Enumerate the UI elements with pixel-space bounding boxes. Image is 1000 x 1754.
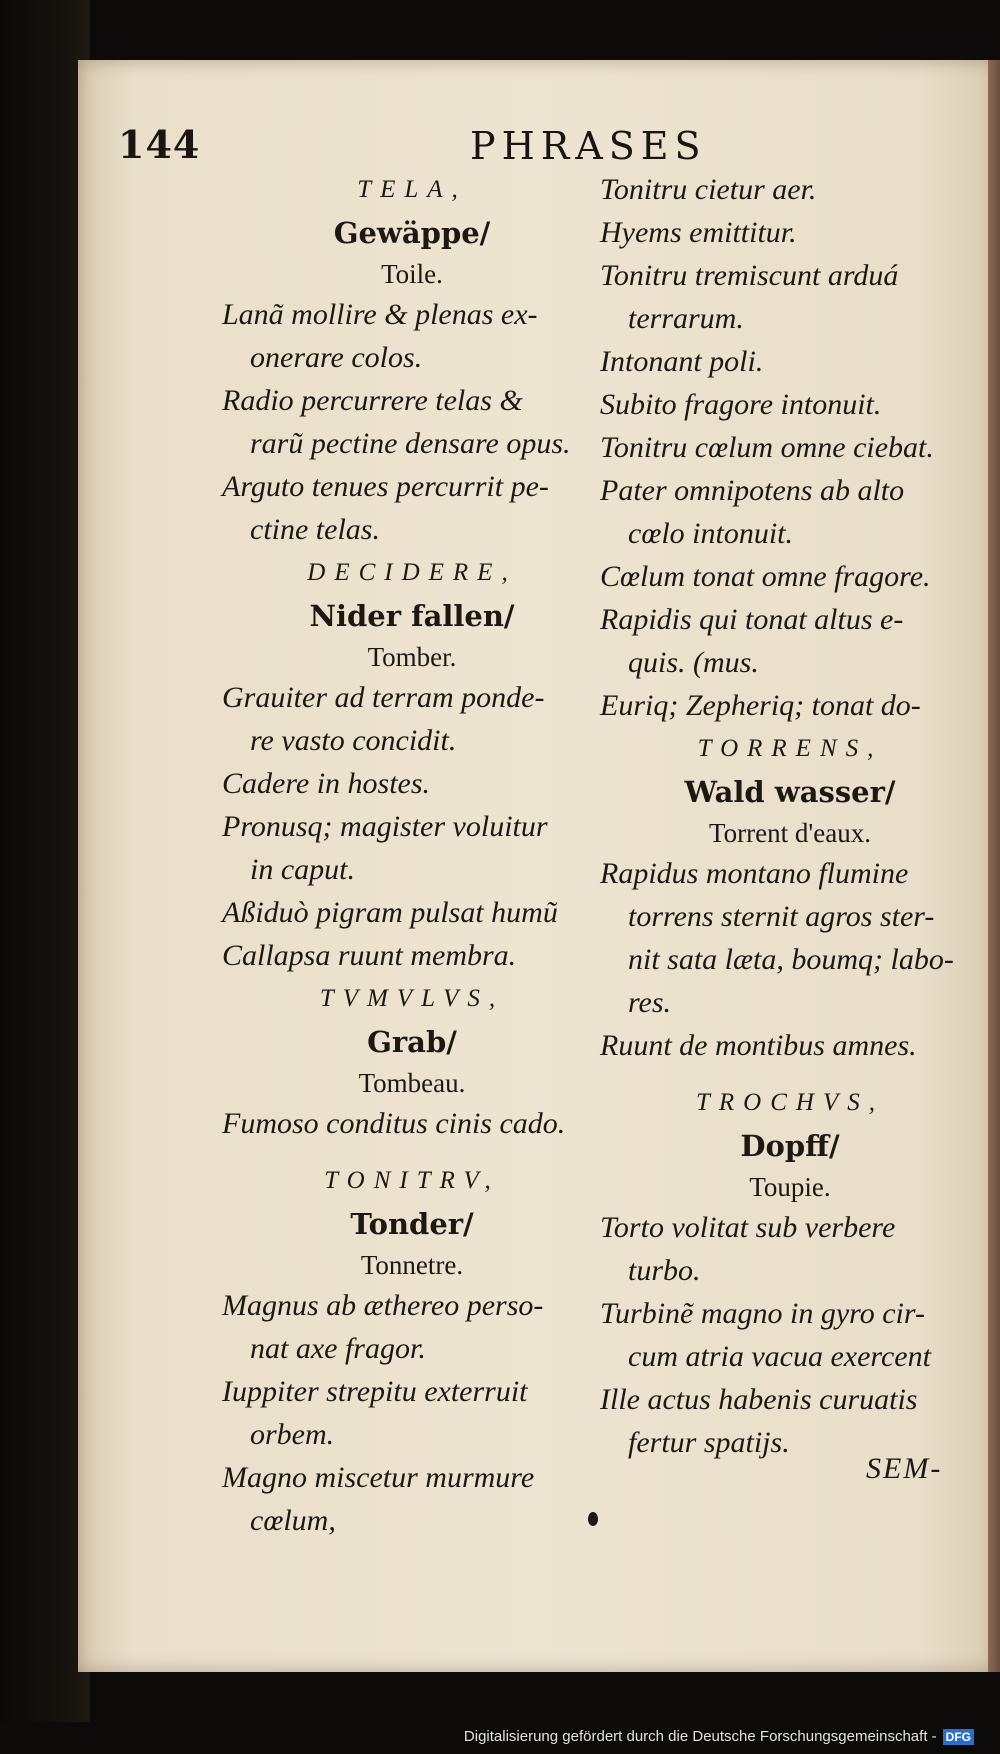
german-gloss: Nider fallen/ xyxy=(309,599,515,633)
phrase-line: Turbinẽ magno in gyro cir- xyxy=(600,1297,925,1330)
page-number: 144 xyxy=(118,122,201,167)
phrase-line: Iuppiter strepitu exterruit xyxy=(222,1375,528,1408)
phrase-line: terrarum. xyxy=(628,302,744,335)
phrase-line: Cadere in hostes. xyxy=(222,767,431,800)
phrase-line: turbo. xyxy=(628,1254,701,1287)
phrase-line: cum atria vacua exercent xyxy=(628,1340,931,1373)
phrase-line: nit sata læta, boumq; labo- xyxy=(628,943,954,976)
phrase-line: Subito fragore intonuit. xyxy=(600,388,882,421)
phrase-line: torrens sternit agros ster- xyxy=(628,900,935,933)
phrase-line: re vasto concidit. xyxy=(250,724,457,757)
phrase-line: Tonitru cœlum omne ciebat. xyxy=(600,431,934,464)
phrase-line: Hyems emittitur. xyxy=(600,216,797,249)
phrase-line: Tonitru tremiscunt arduá xyxy=(600,259,899,292)
french-gloss: Toupie. xyxy=(749,1172,831,1202)
phrase-line: cœlum, xyxy=(250,1504,336,1537)
phrase-line: Lanã mollire & plenas ex- xyxy=(222,298,538,331)
german-gloss: Dopff/ xyxy=(740,1129,840,1163)
phrase-line: Pronusq; magister voluitur xyxy=(222,810,548,843)
french-gloss: Toile. xyxy=(381,259,443,289)
latin-heading: DECIDERE, xyxy=(307,559,517,586)
phrase-line: fertur spatijs. xyxy=(628,1426,790,1459)
phrase-line: ctine telas. xyxy=(250,513,380,546)
ink-dot xyxy=(588,1512,598,1526)
french-gloss: Torrent d'eaux. xyxy=(709,818,871,848)
phrase-line: Fumoso conditus cinis cado. xyxy=(222,1107,566,1140)
phrase-line: in caput. xyxy=(250,853,355,886)
latin-heading: TORRENS, xyxy=(697,735,883,762)
page-edge xyxy=(988,60,1000,1672)
spacer xyxy=(600,1067,980,1081)
phrase-line: Tonitru cietur aer. xyxy=(600,173,817,206)
book-gutter-shadow xyxy=(0,0,90,1754)
spacer xyxy=(222,1145,602,1159)
phrase-line: Callapsa ruunt membra. xyxy=(222,939,517,972)
latin-heading: TONITRV, xyxy=(324,1167,500,1194)
right-column xyxy=(600,168,980,1464)
german-gloss: Tonder/ xyxy=(350,1207,474,1241)
phrase-line: Intonant poli. xyxy=(600,345,764,378)
phrase-line: cœlo intonuit. xyxy=(628,517,793,550)
latin-heading: TVMVLVS, xyxy=(319,985,505,1012)
phrase-line: Radio percurrere telas & xyxy=(222,384,523,417)
french-gloss: Tombeau. xyxy=(358,1068,466,1098)
phrase-line: Ille actus habenis curuatis xyxy=(600,1383,918,1416)
phrase-line: rarũ pectine densare opus. xyxy=(250,427,571,460)
phrase-line: Pater omnipotens ab alto xyxy=(600,474,905,507)
left-column xyxy=(222,168,602,1542)
phrase-line: orbem. xyxy=(250,1418,335,1451)
digitization-credit xyxy=(464,1728,974,1745)
catchword: SEM- xyxy=(866,1452,943,1485)
phrase-line: Grauiter ad terram ponde- xyxy=(222,681,545,714)
credit-text: Digitalisierung gefördert durch die Deutsche Forschungsgemeinschaft - xyxy=(463,1728,937,1745)
phrase-line: Cœlum tonat omne fragore. xyxy=(600,560,931,593)
phrase-line: Ruunt de montibus amnes. xyxy=(600,1029,917,1062)
german-gloss: Gewäppe/ xyxy=(333,216,491,250)
french-gloss: Tonnetre. xyxy=(360,1250,464,1280)
phrase-line: Torto volitat sub verbere xyxy=(600,1211,896,1244)
phrase-line: Aßiduò pigram pulsat humũ xyxy=(222,896,558,929)
phrase-line: nat axe fragor. xyxy=(250,1332,426,1365)
latin-heading: TELA, xyxy=(357,176,467,203)
german-gloss: Grab/ xyxy=(367,1025,457,1059)
phrase-line: Magnus ab æthereo perso- xyxy=(222,1289,544,1322)
dfg-logo: DFG xyxy=(943,1729,974,1745)
phrase-line: onerare colos. xyxy=(250,341,423,374)
phrase-line: Arguto tenues percurrit pe- xyxy=(222,470,549,503)
phrase-line: res. xyxy=(628,986,672,1019)
phrase-line: Rapidus montano flumine xyxy=(600,857,909,890)
latin-heading: TROCHVS, xyxy=(696,1089,884,1116)
phrase-line: Magno miscetur murmure xyxy=(222,1461,535,1494)
german-gloss: Wald wasser/ xyxy=(684,775,896,809)
phrase-line: quis. (mus. xyxy=(628,646,759,679)
phrase-line: Euriq; Zepheriq; tonat do- xyxy=(600,689,921,722)
running-head: PHRASES xyxy=(470,124,707,168)
french-gloss: Tomber. xyxy=(367,642,457,672)
phrase-line: Rapidis qui tonat altus e- xyxy=(600,603,904,636)
